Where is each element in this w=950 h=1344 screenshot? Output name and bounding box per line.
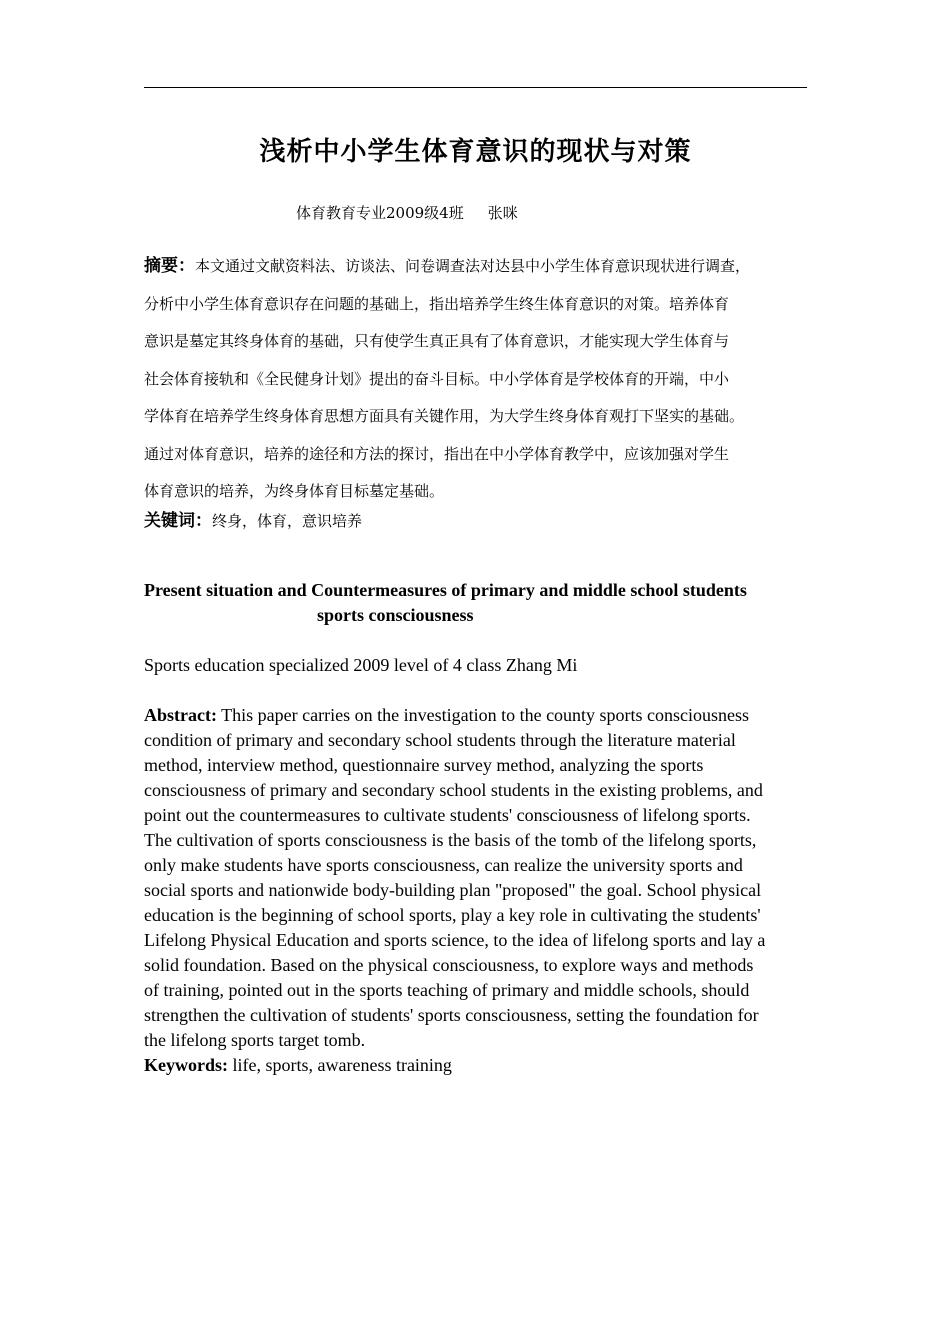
abstract-chinese <box>144 248 814 511</box>
abstract-line: 社会体育接轨和《全民健身计划》提出的奋斗目标。中小学体育是学校体育的开端，中小 <box>144 369 730 388</box>
header-rule <box>144 87 807 88</box>
author-affiliation: 体育教育专业2009级4班 <box>296 204 464 222</box>
abstract-line: condition of primary and secondary school students through the literature material <box>144 730 736 750</box>
abstract-line: point out the countermeasures to cultivate students' consciousness of lifelong sports. <box>144 805 751 825</box>
abstract-line: 通过对体育意识，培养的途径和方法的探讨，指出在中小学体育教学中，应该加强对学生 <box>144 444 730 463</box>
keywords-text-english: life, sports, awareness training <box>228 1055 452 1075</box>
title-line-1: Present situation and Countermeasures of primary and middle school students <box>144 580 747 600</box>
abstract-text: 本文通过文献资料法、访谈法、问卷调查法对达县中小学生体育意识现状进行调查， <box>195 257 751 275</box>
abstract-line <box>144 248 814 286</box>
abstract-line: solid foundation. Based on the physical consciousness, to explore ways and methods <box>144 955 754 975</box>
abstract-line: 意识是墓定其终身体育的基础，只有使学生真正具有了体育意识，才能实现大学生体育与 <box>144 332 730 350</box>
abstract-line: the lifelong sports target tomb. <box>144 1030 366 1050</box>
abstract-line: method, interview method, questionnaire survey method, analyzing the sports <box>144 755 704 775</box>
page-title-english <box>144 578 814 628</box>
abstract-line: strengthen the cultivation of students' sports consciousness, setting the foundation for <box>144 1005 759 1025</box>
keywords-chinese <box>144 507 362 535</box>
abstract-text: This paper carries on the investigation to the county sports consciousness <box>216 705 750 725</box>
author-name: 张咪 <box>487 204 518 222</box>
abstract-label-chinese: 摘要： <box>144 256 195 276</box>
keywords-label-chinese: 关键词： <box>144 511 212 531</box>
abstract-line: 分析中小学生体育意识存在问题的基础上，指出培养学生终生体育意识的对策。培养体育 <box>144 294 730 313</box>
keywords-text-chinese: 终身，体育，意识培养 <box>212 512 363 530</box>
abstract-label-english: Abstract: <box>144 705 217 725</box>
abstract-line: only make students have sports consciousness, can realize the university sports and <box>144 855 743 875</box>
title-line-2: sports consciousness <box>317 605 474 625</box>
author-line-chinese <box>296 201 518 225</box>
abstract-line: 体育意识的培养，为终身体育目标墓定基础。 <box>144 482 445 500</box>
keywords-english <box>144 1053 824 1078</box>
page-title-chinese: 浅析中小学生体育意识的现状与对策 <box>259 137 692 167</box>
keywords-label-english: Keywords: <box>144 1055 228 1075</box>
abstract-line <box>144 703 824 728</box>
abstract-line: education is the beginning of school sports, play a key role in cultivating the students' <box>144 905 761 925</box>
abstract-line: Lifelong Physical Education and sports science, to the idea of lifelong sports and lay a <box>144 930 766 950</box>
abstract-line: The cultivation of sports consciousness is the basis of the tomb of the lifelong sports, <box>144 830 757 850</box>
abstract-line: of training, pointed out in the sports teaching of primary and middle schools, should <box>144 980 750 1000</box>
abstract-line: 学体育在培养学生终身体育思想方面具有关键作用，为大学生终身体育观打下坚实的基础。 <box>144 407 745 425</box>
abstract-english <box>144 703 824 1078</box>
abstract-line: consciousness of primary and secondary school students in the existing problems, and <box>144 780 763 800</box>
abstract-line: social sports and nationwide body-building plan "proposed" the goal. School physical <box>144 880 762 900</box>
author-line-english: Sports education specialized 2009 level of 4 class Zhang Mi <box>144 655 578 675</box>
